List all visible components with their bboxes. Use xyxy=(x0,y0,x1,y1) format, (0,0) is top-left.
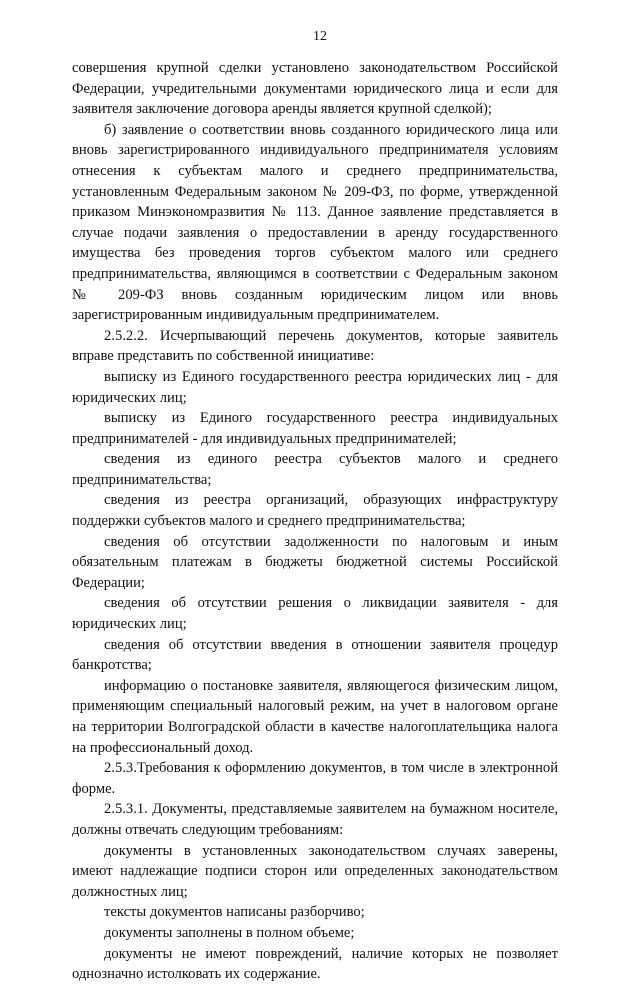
list-item-no-debt: сведения об отсутствии задолженности по налоговым и иным обязательным платежам в бюджеты бюджетной системы Российской Федерации; xyxy=(72,533,558,591)
paragraph-2-5-2-2: 2.5.2.2. Исчерпывающий перечень документов, которые заявитель вправе представить по собственной инициативе: xyxy=(72,327,558,365)
list-item-msp-registry: сведения из единого реестра субъектов малого и среднего предпринимательства; xyxy=(72,451,558,488)
requirement-legible: тексты документов написаны разборчиво; xyxy=(104,904,365,921)
requirement-complete: документы заполнены в полном объеме; xyxy=(104,924,355,941)
list-item-no-liquidation: сведения об отсутствии решения о ликвидации заявителя - для юридических лиц; xyxy=(72,595,558,633)
requirement-certified: документы в установленных законодательством случаях заверены, имеют надлежащие подписи сторон или определенных законодательством должностных лиц; xyxy=(72,842,558,900)
page-number: 12 xyxy=(313,29,327,44)
list-item-infrastructure-registry: сведения из реестра организаций, образующих инфраструктуру поддержки субъектов малого и среднего предпринимательства; xyxy=(72,492,558,530)
requirement-undamaged: документы не имеют повреждений, наличие которых не позволяет однозначно истолковать их содержание. xyxy=(72,945,558,983)
paragraph-item-b: б) заявление о соответствии вновь созданного юридического лица или вновь зарегистрированного индивидуального предпринимателя условиям отнесения к субъектам малого и среднего предпринимательства, установленным Федеральным законом № 209-ФЗ, по форме, утвержденной приказом Минэкономразвития № 113. Данное заявление представляется в случае подачи заявления о предоставлении в аренду государственного имущества без проведения торгов субъектом малого или среднего предпринимательства, являющимся в соответствии с Федеральным законом № 209-ФЗ вновь созданным юридическим лицом или вновь зарегистрированным индивидуальным предпринимателем. xyxy=(72,121,558,324)
paragraph-continuation: совершения крупной сделки установлено законодательством Российской Федерации, учредительными документами юридического лица и если для заявителя заключение договора аренды является крупной сделкой); xyxy=(72,60,558,118)
document-body xyxy=(72,58,558,985)
paragraph-2-5-3: 2.5.3.Требования к оформлению документов, в том числе в электронной форме. xyxy=(72,760,558,797)
list-item-no-bankruptcy: сведения об отсутствии введения в отношении заявителя процедур банкротства; xyxy=(72,636,558,674)
list-item-egrul: выписку из Единого государственного реестра юридических лиц - для юридических лиц; xyxy=(72,368,558,406)
list-item-tax-registration: информацию о постановке заявителя, являющегося физическим лицом, применяющим специальный налоговый режим, на учет в налоговом органе на территории Волгоградской области в качестве налогоплательщика налога на профессиональный доход. xyxy=(72,677,558,756)
paragraph-2-5-3-1: 2.5.3.1. Документы, представляемые заявителем на бумажном носителе, должны отвечать следующим требованиям: xyxy=(72,801,558,838)
list-item-egrip: выписку из Единого государственного реестра индивидуальных предпринимателей - для индивидуальных предпринимателей; xyxy=(72,410,558,447)
